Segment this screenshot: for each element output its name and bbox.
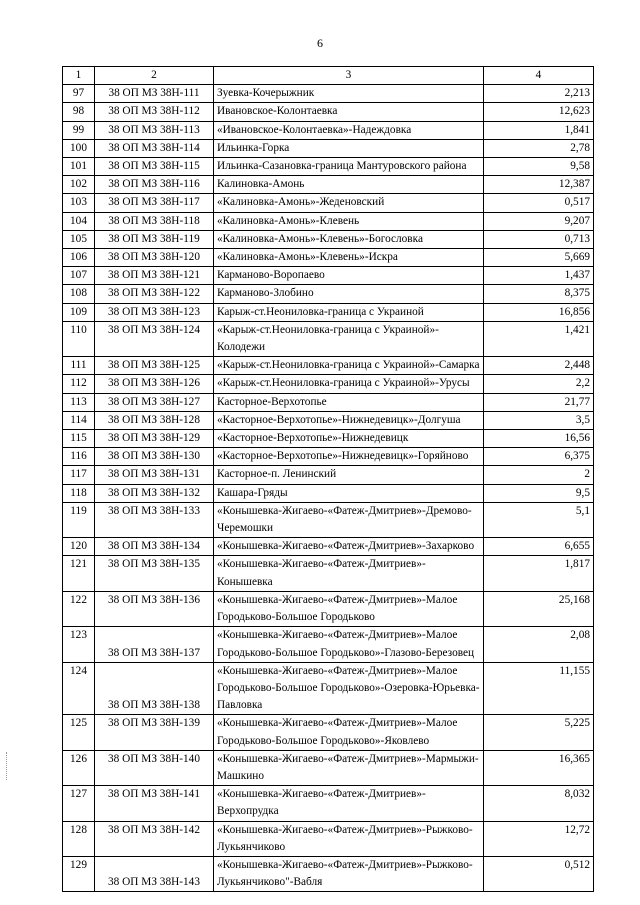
road-length: 9,58 [484, 158, 594, 176]
road-name: «Калиновка-Амонь»-Клевень [214, 212, 484, 230]
road-name: Калиновка-Амонь [214, 176, 484, 194]
road-name: Карманово-Воропаево [214, 267, 484, 285]
table-row [63, 448, 594, 466]
road-name: Ивановское-Колонтаевка [214, 103, 484, 121]
road-code: 38 ОП МЗ 38Н-137 [95, 627, 214, 662]
road-code: 38 ОП МЗ 38Н-113 [95, 121, 214, 139]
table-row [63, 786, 594, 821]
road-length: 2,448 [484, 357, 594, 375]
road-length: 12,387 [484, 176, 594, 194]
road-name: «Калиновка-Амонь»-Клевень»-Богословка [214, 230, 484, 248]
table-row [63, 466, 594, 484]
margin-mark [6, 752, 8, 780]
table-row [63, 556, 594, 591]
road-code: 38 ОП МЗ 38Н-115 [95, 158, 214, 176]
road-name: «Ивановское-Колонтаевка»-Надеждовка [214, 121, 484, 139]
page-number: 6 [317, 36, 323, 50]
road-code: 38 ОП МЗ 38Н-143 [95, 856, 214, 891]
column-header: 4 [484, 67, 594, 85]
road-name: Ильинка-Горка [214, 139, 484, 157]
road-code: 38 ОП МЗ 38Н-140 [95, 750, 214, 785]
table-row [63, 321, 594, 356]
column-header: 1 [63, 67, 95, 85]
road-name: Касторное-Верхотопье [214, 393, 484, 411]
road-length: 2,08 [484, 627, 594, 662]
road-code: 38 ОП МЗ 38Н-112 [95, 103, 214, 121]
row-number: 127 [63, 786, 95, 821]
table-row [63, 430, 594, 448]
road-name: «Конышевка-Жигаево-«Фатеж-Дмитриев»-Рыжково-Лукьянчиково [214, 821, 484, 856]
road-code: 38 ОП МЗ 38Н-121 [95, 267, 214, 285]
road-name: Зуевка-Кочерыжник [214, 85, 484, 103]
road-length: 6,655 [484, 538, 594, 556]
row-number: 116 [63, 448, 95, 466]
road-code: 38 ОП МЗ 38Н-116 [95, 176, 214, 194]
road-length: 2,78 [484, 139, 594, 157]
road-length: 1,817 [484, 556, 594, 591]
column-header: 2 [95, 67, 214, 85]
road-name: «Карыж-ст.Неониловка-граница с Украиной»-Самарка [214, 357, 484, 375]
table-row [63, 538, 594, 556]
road-code: 38 ОП МЗ 38Н-123 [95, 303, 214, 321]
road-length: 0,512 [484, 856, 594, 891]
table-row [63, 715, 594, 750]
road-name: «Касторное-Верхотопье»-Нижнедевицк»-Долгуша [214, 411, 484, 429]
table-row [63, 194, 594, 212]
road-name: «Конышевка-Жигаево-«Фатеж-Дмитриев»-Малое Городьково-Большое Городьково»-Глазово-Березовец [214, 627, 484, 662]
road-length: 1,841 [484, 121, 594, 139]
road-code: 38 ОП МЗ 38Н-117 [95, 194, 214, 212]
road-length: 5,225 [484, 715, 594, 750]
road-length: 0,713 [484, 230, 594, 248]
road-name: Кашара-Гряды [214, 484, 484, 502]
road-length: 3,5 [484, 411, 594, 429]
road-code: 38 ОП МЗ 38Н-127 [95, 393, 214, 411]
road-code: 38 ОП МЗ 38Н-114 [95, 139, 214, 157]
road-name: Касторное-п. Ленинский [214, 466, 484, 484]
road-name: «Конышевка-Жигаево-«Фатеж-Дмитриев»-Мармыжи-Машкино [214, 750, 484, 785]
row-number: 121 [63, 556, 95, 591]
row-number: 120 [63, 538, 95, 556]
road-code: 38 ОП МЗ 38Н-124 [95, 321, 214, 356]
road-code: 38 ОП МЗ 38Н-138 [95, 662, 214, 715]
road-code: 38 ОП МЗ 38Н-128 [95, 411, 214, 429]
table-row [63, 591, 594, 626]
road-length: 16,856 [484, 303, 594, 321]
road-length: 2,2 [484, 375, 594, 393]
row-number: 124 [63, 662, 95, 715]
road-code: 38 ОП МЗ 38Н-126 [95, 375, 214, 393]
road-name: «Конышевка-Жигаево-«Фатеж-Дмитриев»-Малое Городьково-Большое Городьково»-Яковлево [214, 715, 484, 750]
road-length: 8,032 [484, 786, 594, 821]
road-name: «Калиновка-Амонь»-Жеденовский [214, 194, 484, 212]
table-row [63, 662, 594, 715]
road-length: 2,213 [484, 85, 594, 103]
road-code: 38 ОП МЗ 38Н-133 [95, 502, 214, 537]
row-number: 107 [63, 267, 95, 285]
row-number: 113 [63, 393, 95, 411]
row-number: 103 [63, 194, 95, 212]
road-name: «Конышевка-Жигаево-«Фатеж-Дмитриев»-Верхопрудка [214, 786, 484, 821]
road-name: «Калиновка-Амонь»-Клевень»-Искра [214, 249, 484, 267]
road-length: 12,623 [484, 103, 594, 121]
row-number: 115 [63, 430, 95, 448]
road-length: 9,5 [484, 484, 594, 502]
table-row [63, 267, 594, 285]
row-number: 114 [63, 411, 95, 429]
road-name: «Конышевка-Жигаево-«Фатеж-Дмитриев»-Рыжково-Лукьянчиково"-Вабля [214, 856, 484, 891]
road-length: 1,437 [484, 267, 594, 285]
table-row [63, 627, 594, 662]
road-code: 38 ОП МЗ 38Н-142 [95, 821, 214, 856]
road-length: 1,421 [484, 321, 594, 356]
table-row [63, 411, 594, 429]
road-code: 38 ОП МЗ 38Н-141 [95, 786, 214, 821]
road-name: «Касторное-Верхотопье»-Нижнедевицк [214, 430, 484, 448]
road-name: «Касторное-Верхотопье»-Нижнедевицк»-Горяйново [214, 448, 484, 466]
road-length: 12,72 [484, 821, 594, 856]
road-code: 38 ОП МЗ 38Н-134 [95, 538, 214, 556]
road-length: 21,77 [484, 393, 594, 411]
road-length: 5,669 [484, 249, 594, 267]
road-code: 38 ОП МЗ 38Н-118 [95, 212, 214, 230]
table-row [63, 502, 594, 537]
table-row [63, 285, 594, 303]
row-number: 105 [63, 230, 95, 248]
table-row [63, 750, 594, 785]
row-number: 122 [63, 591, 95, 626]
road-name: «Конышевка-Жигаево-«Фатеж-Дмитриев»-Малое Городьково-Большое Городьково [214, 591, 484, 626]
road-name: «Карыж-ст.Неониловка-граница с Украиной»-Урусы [214, 375, 484, 393]
road-code: 38 ОП МЗ 38Н-111 [95, 85, 214, 103]
table-row [63, 856, 594, 891]
table-row [63, 357, 594, 375]
table-row [63, 121, 594, 139]
road-code: 38 ОП МЗ 38Н-119 [95, 230, 214, 248]
row-number: 119 [63, 502, 95, 537]
table-row [63, 176, 594, 194]
table-row [63, 821, 594, 856]
table-row [63, 139, 594, 157]
table-row [63, 85, 594, 103]
table-row [63, 212, 594, 230]
row-number: 104 [63, 212, 95, 230]
row-number: 108 [63, 285, 95, 303]
row-number: 112 [63, 375, 95, 393]
road-name: «Конышевка-Жигаево-«Фатеж-Дмитриев»-Малое Городьково-Большое Городьково»-Озеровка-Юрьевка-Павловка [214, 662, 484, 715]
road-name: Ильинка-Сазановка-граница Мантуровского района [214, 158, 484, 176]
column-header: 3 [214, 67, 484, 85]
row-number: 125 [63, 715, 95, 750]
row-number: 109 [63, 303, 95, 321]
row-number: 98 [63, 103, 95, 121]
road-code: 38 ОП МЗ 38Н-136 [95, 591, 214, 626]
row-number: 126 [63, 750, 95, 785]
road-code: 38 ОП МЗ 38Н-125 [95, 357, 214, 375]
table-row [63, 303, 594, 321]
road-code: 38 ОП МЗ 38Н-139 [95, 715, 214, 750]
row-number: 110 [63, 321, 95, 356]
row-number: 97 [63, 85, 95, 103]
road-length: 0,517 [484, 194, 594, 212]
road-length: 5,1 [484, 502, 594, 537]
road-length: 16,365 [484, 750, 594, 785]
road-code: 38 ОП МЗ 38Н-135 [95, 556, 214, 591]
road-length: 9,207 [484, 212, 594, 230]
road-length: 16,56 [484, 430, 594, 448]
road-name: «Конышевка-Жигаево-«Фатеж-Дмитриев»-Захарково [214, 538, 484, 556]
row-number: 100 [63, 139, 95, 157]
road-length: 6,375 [484, 448, 594, 466]
road-length: 11,155 [484, 662, 594, 715]
road-length: 8,375 [484, 285, 594, 303]
row-number: 129 [63, 856, 95, 891]
row-number: 106 [63, 249, 95, 267]
table-header-row [63, 67, 594, 85]
table-row [63, 230, 594, 248]
row-number: 99 [63, 121, 95, 139]
table-row [63, 393, 594, 411]
road-code: 38 ОП МЗ 38Н-120 [95, 249, 214, 267]
road-length: 25,168 [484, 591, 594, 626]
road-code: 38 ОП МЗ 38Н-129 [95, 430, 214, 448]
table-row [63, 249, 594, 267]
road-code: 38 ОП МЗ 38Н-132 [95, 484, 214, 502]
road-name: Карманово-Злобино [214, 285, 484, 303]
row-number: 111 [63, 357, 95, 375]
table-row [63, 375, 594, 393]
road-length: 2 [484, 466, 594, 484]
table-row [63, 103, 594, 121]
row-number: 128 [63, 821, 95, 856]
roads-table [62, 66, 594, 892]
road-name: Карыж-ст.Неониловка-граница с Украиной [214, 303, 484, 321]
road-code: 38 ОП МЗ 38Н-122 [95, 285, 214, 303]
table-row [63, 158, 594, 176]
row-number: 117 [63, 466, 95, 484]
row-number: 101 [63, 158, 95, 176]
road-code: 38 ОП МЗ 38Н-131 [95, 466, 214, 484]
road-code: 38 ОП МЗ 38Н-130 [95, 448, 214, 466]
row-number: 118 [63, 484, 95, 502]
table-row [63, 484, 594, 502]
road-name: «Конышевка-Жигаево-«Фатеж-Дмитриев»-Дремово-Черемошки [214, 502, 484, 537]
road-name: «Конышевка-Жигаево-«Фатеж-Дмитриев»-Конышевка [214, 556, 484, 591]
road-name: «Карыж-ст.Неониловка-граница с Украиной»-Колодежи [214, 321, 484, 356]
row-number: 102 [63, 176, 95, 194]
row-number: 123 [63, 627, 95, 662]
